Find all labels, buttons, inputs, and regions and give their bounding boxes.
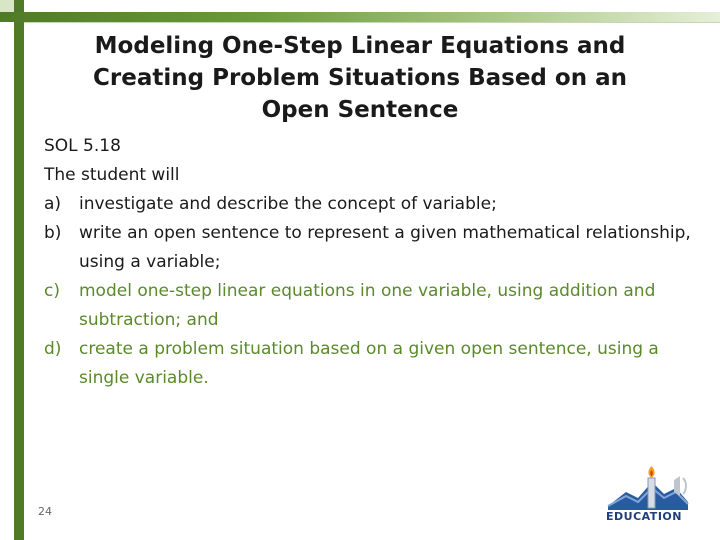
frame-top-strip <box>24 0 720 12</box>
slide-title: Modeling One-Step Linear Equations and Creating Problem Situations Based on an Open Sentence <box>93 33 627 123</box>
item-marker: d) <box>44 339 62 359</box>
item-marker: a) <box>44 194 62 214</box>
slide-body <box>44 132 704 393</box>
item-text: investigate and describe the concept of variable; <box>79 194 497 214</box>
item-marker: b) <box>44 223 62 243</box>
sol-label: SOL 5.18 <box>44 136 121 156</box>
item-text: create a problem situation based on a given open sentence, using a single variable. <box>79 339 659 388</box>
item-text: model one-step linear equations in one variable, using addition and subtraction; and <box>79 281 656 330</box>
frame-vertical-bar <box>14 0 24 540</box>
frame-corner <box>0 0 14 12</box>
logo-wordmark: EDUCATION <box>606 510 682 523</box>
item-text: write an open sentence to represent a given mathematical relationship, using a variable; <box>79 223 691 272</box>
objective-item-b <box>44 219 704 277</box>
objective-item-a <box>44 190 704 219</box>
frame-divider <box>24 22 720 23</box>
intro-text: The student will <box>44 165 180 185</box>
page-number: 24 <box>38 505 52 518</box>
objective-item-c <box>44 277 704 335</box>
frame-horizontal-bar <box>0 12 720 22</box>
item-marker: c) <box>44 281 60 301</box>
objective-item-d <box>44 335 704 393</box>
